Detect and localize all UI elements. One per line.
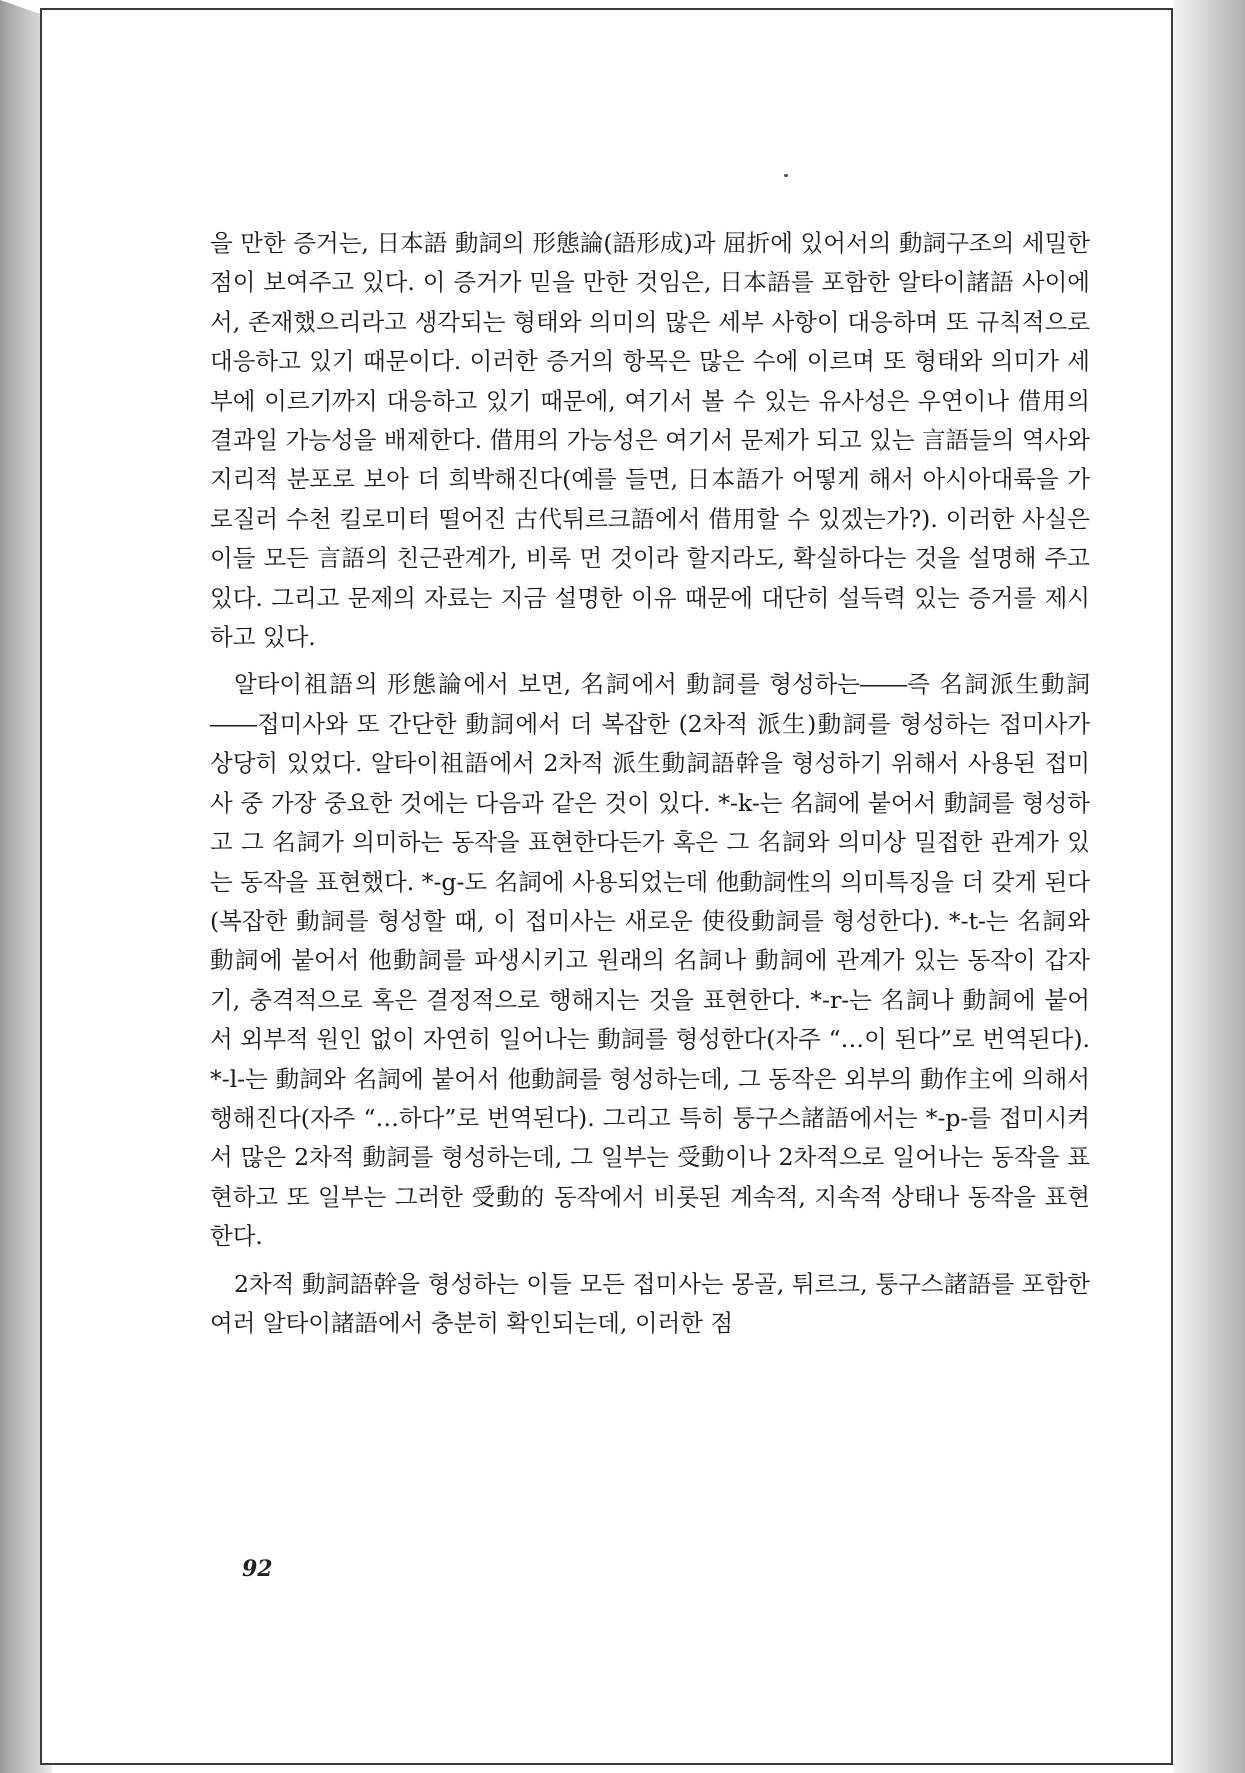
paragraph-1: 을 만한 증거는, 日本語 動詞의 形態論(語形成)과 屈折에 있어서의 動詞구조의 세밀한 점이 보여주고 있다. 이 증거가 믿을 만한 것임은, 日本語를 포함한 알타이諸語 사이에서, 존재했으리라고 생각되는 형태와 의미의 많은 세부 사항이 대응하며 또 규칙적으로 대응하고 있기 때문이다. 이러한 증거의 항목은 많은 수에 이르며 또 형태와 의미가 세부에 이르기까지 대응하고 있기 때문에, 여기서 볼 수 있는 유사성은 우연이나 借用의 결과일 가능성을 배제한다. 借用의 가능성은 여기서 문제가 되고 있는 言語들의 역사와 지리적 분포로 보아 더 희박해진다(예를 들면, 日本語가 어떻게 해서 아시아대륙을 가로질러 수천 킬로미터 떨어진 古代튀르크語에서 借用할 수 있겠는가?). 이러한 사실은 이들 모든 言語의 친근관계가, 비록 먼 것이라 할지라도, 확실하다는 것을 설명해 주고 있다. 그리고 문제의 자료는 지금 설명한 이유 때문에 대단히 설득력 있는 증거를 제시하고 있다.: [210, 229, 1090, 652]
paragraph-3: 2차적 動詞語幹을 형성하는 이들 모든 접미사는 몽골, 튀르크, 퉁구스諸語를 포함한 여러 알타이諸語에서 충분히 확인되는데, 이러한 점: [210, 1269, 1090, 1337]
paragraph-2: 알타이祖語의 形態論에서 보면, 名詞에서 動詞를 형성하는――즉 名詞派生動詞――접미사와 또 간단한 動詞에서 더 복잡한 (2차적 派生)動詞를 형성하는 접미사가 상당히 있었다. 알타이祖語에서 2차적 派生動詞語幹을 형성하기 위해서 사용된 접미사 중 가장 중요한 것에는 다음과 같은 것이 있다. *-k-는 名詞에 붙어서 動詞를 형성하고 그 名詞가 의미하는 동작을 표현한다든가 혹은 그 名詞와 의미상 밀접한 관계가 있는 동작을 표현했다. *-g-도 名詞에 사용되었는데 他動詞性의 의미특징을 더 갖게 된다(복잡한 動詞를 형성할 때, 이 접미사는 새로운 使役動詞를 형성한다). *-t-는 名詞와 動詞에 붙어서 他動詞를 파생시키고 원래의 名詞나 動詞에 관계가 있는 동작이 갑자기, 충격적으로 혹은 결정적으로 행해지는 것을 표현한다. *-r-는 名詞나 動詞에 붙어서 외부적 원인 없이 자연히 일어나는 動詞를 형성한다(자주 “…이 된다”로 번역된다). *-l-는 動詞와 名詞에 붙어서 他動詞를 형성하는데, 그 동작은 외부의 動作主에 의해서 행해진다(자주 “…하다”로 번역된다). 그리고 특히 퉁구스諸語에서는 *-p-를 접미시켜서 많은 2차적 動詞를 형성하는데, 그 일부는 受動이나 2차적으로 일어나는 동작을 표현하고 또 일부는 그러한 受動的 동작에서 비롯된 계속적, 지속적 상태나 동작을 표현한다.: [210, 670, 1090, 1251]
body-text: [210, 224, 1090, 1351]
ink-speck: [784, 174, 788, 177]
page-number: 92: [242, 1556, 273, 1582]
right-page-edge: [1173, 0, 1245, 1773]
